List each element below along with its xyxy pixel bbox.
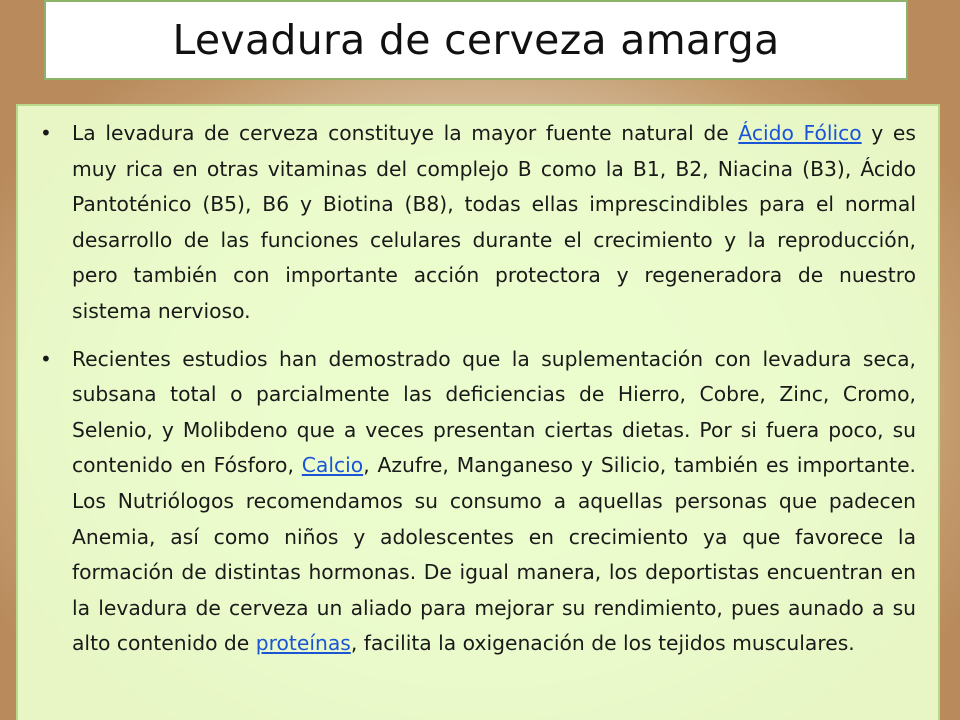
bullet-item-minerals [40,342,916,662]
link-calcio[interactable]: Calcio [301,453,364,478]
bullet-text: y es muy rica en otras vitaminas del complejo B como la B1, B2, Niacina (B3), Ácido Pantoténico (B5), B6 y Biotina (B8), todas ellas imprescindibles para el normal desarrollo de las funciones celulares durante el crecimiento y la reproducción, pero también con importante acción protectora y regeneradora de nuestro sistema nervioso. [72,121,916,323]
title-box [44,0,908,80]
content-box [16,104,940,720]
bullet-text: , Azufre, Manganeso y Silicio, también es importante. Los Nutriólogos recomendamos su consumo a aquellas personas que padecen Anemia, así como niños y adolescentes en crecimiento ya que favorece la formación de distintas hormonas. De igual manera, los deportistas encuentran en la levadura de cerveza un aliado para mejorar su rendimiento, pues aunado a su alto contenido de [72,453,916,656]
bullet-text: La levadura de cerveza constituye la mayor fuente natural de [72,121,739,145]
link-acido-folico[interactable]: Ácido Fólico [738,121,862,145]
bullet-icon: • [40,346,52,371]
bullet-item-folic-acid [40,116,916,330]
slide-title: Levadura de cerveza amarga [172,16,780,64]
bullet-text: Recientes estudios han demostrado que la suplementación con levadura seca, subsana total o parcialmente las deficiencias de Hierro, Cobre, Zinc, Cromo, Selenio, y Molibdeno que a veces presentan ciertas dietas. Por si fuera poco, su contenido en Fósforo, [72,346,916,478]
bullet-text: , facilita la oxigenación de los tejidos musculares. [350,631,855,656]
bullet-icon: • [40,121,52,145]
link-proteinas[interactable]: proteínas [255,631,351,656]
